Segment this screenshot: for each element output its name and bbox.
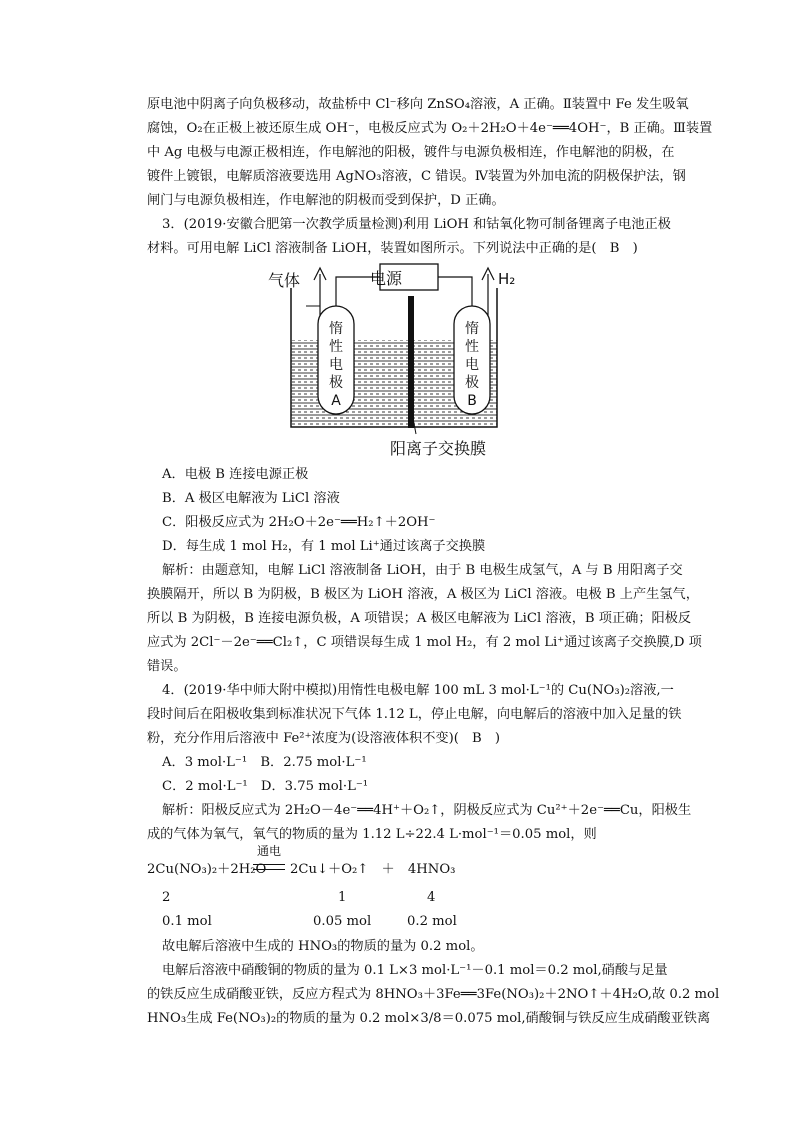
final-line: 电解后溶液中硝酸铜的物质的量为 0.1 L×3 mol·L⁻¹－0.1 mol＝0.2 mol,硝酸与足量 bbox=[162, 963, 668, 978]
electrode-a-text: 惰性电极A bbox=[329, 321, 343, 409]
question-3-stem: 材料。可用电解 LiCl 溶液制备 LiOH，装置如图所示。下列说法中正确的是( B ) bbox=[147, 241, 638, 256]
equation-double-line bbox=[253, 864, 285, 870]
electrolysis-diagram bbox=[268, 258, 520, 462]
coefficient: 2 bbox=[162, 890, 171, 905]
analysis-line: 错误。 bbox=[147, 659, 187, 674]
option-b: B．A 极区电解液为 LiCl 溶液 bbox=[162, 491, 340, 506]
q4-options-cd: C．2 mol·L⁻¹ D．3.75 mol·L⁻¹ bbox=[162, 779, 369, 794]
option-c: C．阳极反应式为 2H₂O＋2e⁻══H₂↑＋2OH⁻ bbox=[162, 515, 436, 530]
text-line: 中 Ag 电极与电源正极相连，作电解池的阳极，镀件与电源负极相连，作电解池的阴极，在 bbox=[147, 145, 675, 160]
conclusion-line: 故电解后溶液中生成的 HNO₃的物质的量为 0.2 mol。 bbox=[162, 939, 484, 954]
analysis-line: 应式为 2Cl⁻－2e⁻══Cl₂↑，C 项错误每生成 1 mol H₂，有 2 mol Li⁺通过该离子交换膜,D 项 bbox=[147, 635, 702, 650]
question-4-stem: 4．(2019·华中师大附中模拟)用惰性电极电解 100 mL 3 mol·L⁻¹的 Cu(NO₃)₂溶液,一 bbox=[162, 683, 674, 698]
gas-label: 气体 bbox=[268, 271, 301, 290]
analysis-line: 换膜隔开，所以 B 为阴极，B 极区为 LiOH 溶液，A 极区为 LiCl 溶液。电极 B 上产生氢气， bbox=[147, 587, 699, 602]
coefficient: 1 bbox=[338, 890, 347, 905]
text-line: 闸门与电源负极相连，作电解池的阴极而受到保护，D 正确。 bbox=[147, 193, 505, 208]
analysis-line: 解析：阳极反应式为 2H₂O－4e⁻══4H⁺＋O₂↑，阴极反应式为 Cu²⁺＋2e⁻══Cu，阳极生 bbox=[162, 803, 692, 818]
amount: 0.1 mol bbox=[162, 914, 212, 929]
membrane-label: 阳离子交换膜 bbox=[390, 439, 487, 458]
option-a: A．电极 B 连接电源正极 bbox=[162, 467, 309, 482]
text-line: 腐蚀，O₂在正极上被还原生成 OH⁻，电极反应式为 O₂＋2H₂O＋4e⁻══4OH⁻，B 正确。Ⅲ装置 bbox=[147, 121, 713, 136]
amount: 0.2 mol bbox=[407, 914, 457, 929]
option-d: D．每生成 1 mol H₂，有 1 mol Li⁺通过该离子交换膜 bbox=[162, 539, 486, 554]
equation-left: 2Cu(NO₃)₂＋2H₂O bbox=[147, 862, 267, 877]
analysis-line: 所以 B 为阴极，B 连接电源负极，A 项错误；A 极区电解液为 LiCl 溶液，B 项正确；阳极反 bbox=[147, 611, 692, 626]
equation-right: 2Cu↓＋O₂↑ ＋ 4HNO₃ bbox=[290, 862, 456, 877]
final-line: HNO₃生成 Fe(NO₃)₂的物质的量为 0.2 mol×3/8＝0.075 mol,硝酸铜与铁反应生成硝酸亚铁离 bbox=[147, 1011, 711, 1026]
amount: 0.05 mol bbox=[313, 914, 372, 929]
q4-options-ab: A．3 mol·L⁻¹ B．2.75 mol·L⁻¹ bbox=[162, 755, 367, 770]
analysis-line: 成的气体为氧气，氧气的物质的量为 1.12 L÷22.4 L·mol⁻¹＝0.05 mol，则 bbox=[147, 827, 597, 842]
final-line: 的铁反应生成硝酸亚铁，反应方程式为 8HNO₃＋3Fe══3Fe(NO₃)₂＋2NO↑＋4H₂O,故 0.2 mol bbox=[147, 987, 720, 1002]
analysis-line: 解析：由题意知，电解 LiCl 溶液制备 LiOH，由于 B 电极生成氢气，A 与 B 用阳离子交 bbox=[162, 563, 683, 578]
h2-label: H₂ bbox=[498, 270, 516, 288]
electrode-b-text: 惰性电极B bbox=[465, 321, 479, 409]
coefficient: 4 bbox=[427, 890, 436, 905]
text-line: 原电池中阴离子向负极移动，故盐桥中 Cl⁻移向 ZnSO₄溶液，A 正确。Ⅱ装置中 Fe 发生吸氧 bbox=[147, 97, 689, 112]
question-4-stem: 段时间后在阳极收集到标准状况下气体 1.12 L，停止电解，向电解后的溶液中加入足量的铁 bbox=[147, 707, 682, 722]
electrode-a-label bbox=[318, 320, 354, 410]
question-3-stem: 3．(2019·安徽合肥第一次教学质量检测)利用 LiOH 和钴氧化物可制备锂离子电池正极 bbox=[162, 217, 671, 232]
text-line: 镀件上镀银，电解质溶液要选用 AgNO₃溶液，C 错误。Ⅳ装置为外加电流的阴极保护法，钢 bbox=[147, 169, 686, 184]
question-4-stem: 粉，充分作用后溶液中 Fe²⁺浓度为(设溶液体积不变)( B ) bbox=[147, 731, 501, 746]
equation-condition: 通电 bbox=[257, 844, 282, 858]
power-source-label: 电源 bbox=[369, 269, 402, 288]
electrode-b-label bbox=[454, 320, 490, 410]
